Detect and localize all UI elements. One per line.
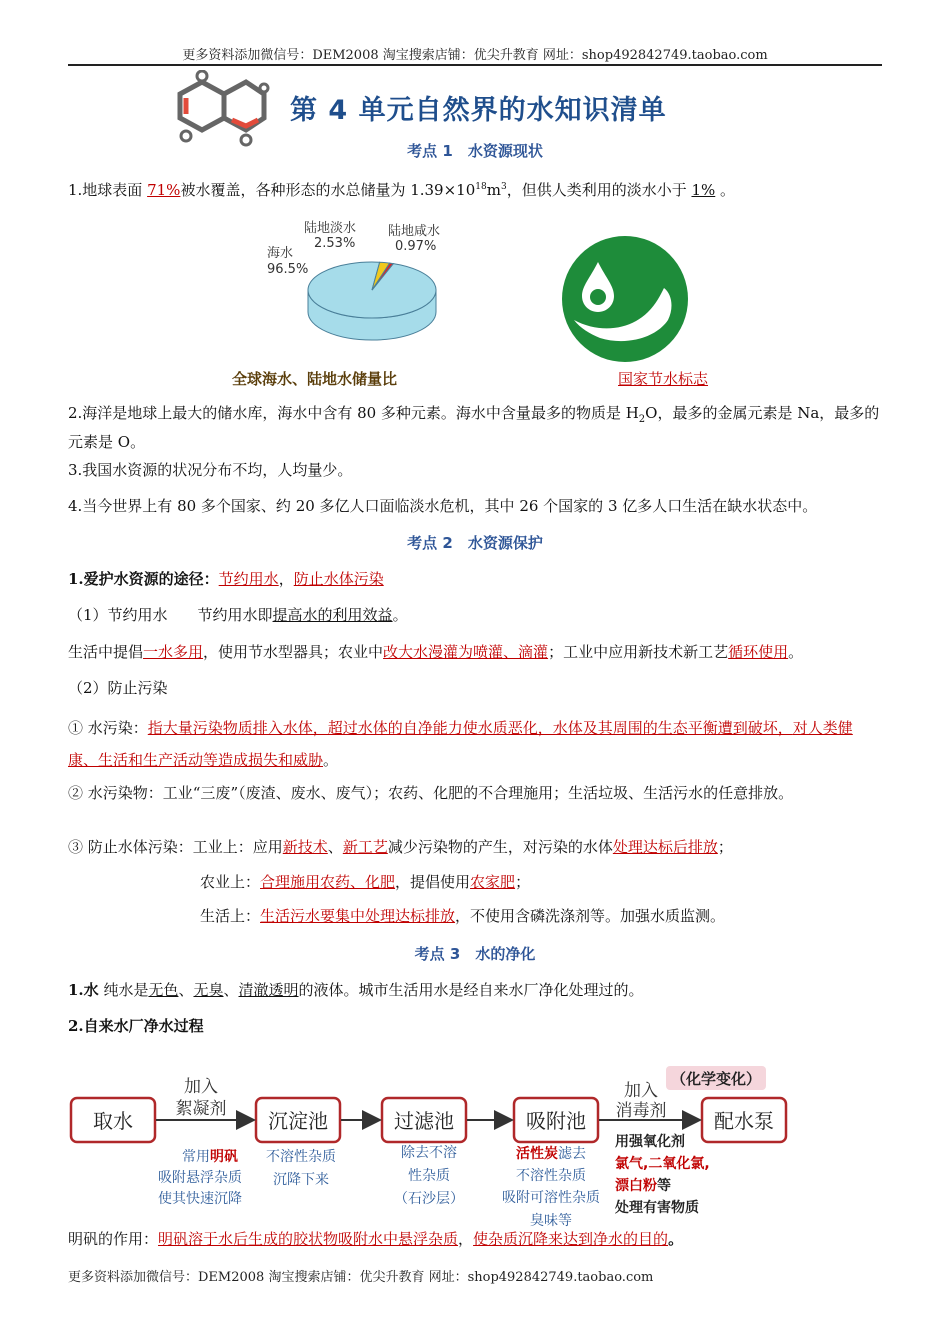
chem-change-label: （化学变化） [670,1070,762,1088]
note2-line2: 沉降下来 [273,1172,329,1188]
purification-flow-diagram [68,1062,808,1234]
note1-line1: 常用明矾 [182,1149,238,1165]
note4-line3: 吸附可溶性杂质 [502,1190,600,1206]
step-sedimentation-label: 沉淀池 [268,1109,328,1133]
pie-label-sea: 海水 [267,246,294,261]
note5-line4: 处理有害物质 [615,1200,699,1216]
section-heading-3: 考点 3 水的净化 [414,945,536,963]
purification-heading: 2.自来水厂净水过程 [68,1017,204,1035]
note1-line3: 使其快速沉降 [158,1191,242,1207]
prevent-agriculture: 农业上：合理施用农药、化肥，提倡使用农家肥； [200,873,531,891]
step-intake-label: 取水 [93,1109,133,1133]
step-filtration-label: 过滤池 [394,1109,454,1133]
molecule-logo [172,70,272,148]
pollutants: ② 水污染物：工业“三废”（废渣、废水、废气）；农药、化肥的不合理施用；生活垃圾、生活污水的任意排放。 [68,784,794,802]
pie-value-salt: 0.97% [395,239,437,254]
paragraph-1: 1.地球表面 71%被水覆盖，各种形态的水总储量为 $1.39\times 10^{18}m^3$，但供人类利用的淡水小于 1% 。 [68,181,736,199]
note2-line1: 不溶性杂质 [266,1149,336,1165]
pie-label-salt: 陆地咸水 [388,224,441,239]
save-water-practices: 生活中提倡一水多用，使用节水型器具；农业中改大水漫灌为喷灌、滴灌；工业中应用新技术新工艺循环使用。 [68,643,804,661]
prevent-industry: ③ 防止水体污染：工业上：应用新技术、新工艺减少污染物的产生，对污染的水体处理达标后排放； [68,838,733,856]
pie-chart-caption: 全球海水、陆地水储量比 [232,370,398,388]
note4-line1: 活性炭滤去 [516,1146,586,1162]
save-water-line: （1）节约用水 节约用水即提高水的利用效益。 [68,606,408,624]
protection-ways: 1.爱护水资源的途径：节约用水，防止水体污染 [68,570,384,588]
note4-line4: 臭味等 [530,1213,572,1229]
water-pollution-definition: ① 水污染：指大量污染物质排入水体，超过水体的自净能力使水质恶化，水体及其周围的生态平衡遭到破坏，对人类健康、生活和生产活动等造成损失和威胁。 [68,719,853,769]
note5-line3: 漂白粉等 [615,1178,671,1194]
step-distribution-label: 配水泵 [714,1109,774,1133]
note4-line2: 不溶性杂质 [516,1168,586,1184]
prevent-pollution-heading: （2）防止污染 [68,679,168,697]
pure-water: 1.水 纯水是无色、无臭、清澈透明的液体。城市生活用水是经自来水厂净化处理过的。 [68,981,644,999]
note3-line3: （石沙层） [394,1191,464,1207]
arrow4-top: 加入 [624,1081,658,1101]
alum-function: 明矾的作用：明矾溶于水后生成的胶状物吸附水中悬浮杂质，使杂质沉降来达到净水的目的。 [68,1230,684,1248]
pie-value-sea: 96.5% [267,262,309,277]
paragraph-4: 4.当今世界上有 80 多个国家、约 20 多亿人口面临淡水危机，其中 26 个国家的 3 亿多人口生活在缺水状态中。 [68,497,818,515]
section-heading-1: 考点 1 水资源现状 [407,142,543,160]
logo-caption: 国家节水标志 [618,370,709,388]
arrow1-bottom: 絮凝剂 [175,1099,227,1119]
note5-line2: 氯气,二氧化氯, [615,1156,710,1172]
note3-line1: 除去不溶 [401,1145,457,1161]
note3-line2: 性杂质 [408,1168,450,1184]
paragraph-2: 2.海洋是地球上最大的储水库，海水中含有 80 多种元素。海水中含量最多的物质是 $H_2O$，最多的金属元素是 Na，最多的元素是 O。 [68,404,880,451]
header-rule [68,64,882,66]
arrow1-top: 加入 [184,1077,218,1097]
pie-label-fresh: 陆地淡水 [304,221,357,236]
note1-line2: 吸附悬浮杂质 [158,1170,242,1186]
page-title: 第 4 单元自然界的水知识清单 [290,95,667,126]
section-heading-2: 考点 2 水资源保护 [407,534,543,552]
prevent-life: 生活上：生活污水要集中处理达标排放，不使用含磷洗涤剂等。加强水质监测。 [200,907,726,925]
paragraph-3: 3.我国水资源的状况分布不均，人均量少。 [68,461,353,479]
pie-value-fresh: 2.53% [314,236,356,251]
water-storage-pie-chart [262,212,462,352]
page-header: 更多资料添加微信号：DEM2008 淘宝搜索店铺：优尖升教育 网址：shop492842749.taobao.com [182,48,768,63]
arrow4-bottom: 消毒剂 [615,1101,667,1121]
page-footer: 更多资料添加微信号：DEM2008 淘宝搜索店铺：优尖升教育 网址：shop492842749.taobao.com [68,1270,654,1285]
step-adsorption-label: 吸附池 [526,1109,586,1133]
water-saving-logo [560,234,690,364]
note5-line1: 用强氧化剂 [615,1134,685,1150]
